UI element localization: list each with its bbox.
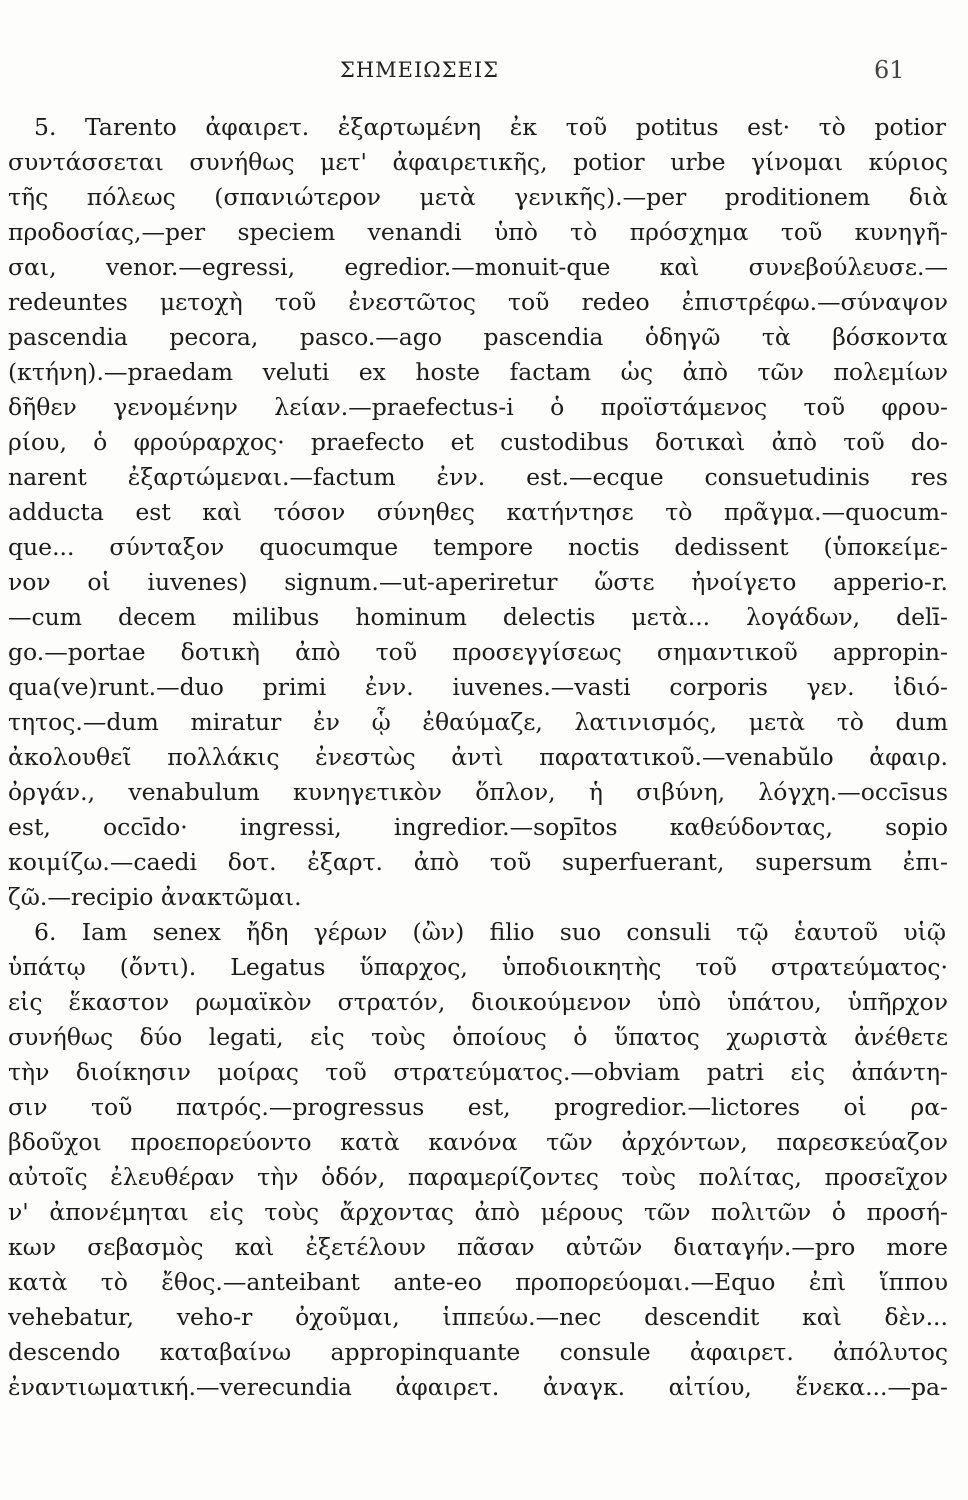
text-line: ν' ἀπονέμηται εἰς τοὺς ἄρχοντας ἀπὸ μέρους τῶν πολιτῶν ὁ προσή- — [8, 1198, 948, 1226]
text-line: εἰς ἕκαστον ρωμαϊκὸν στρατόν, διοικούμενον ὑπὸ ὑπάτου, ὑπῆρχον — [8, 988, 948, 1016]
text-line: κατὰ τὸ ἔθος.—anteibant ante-eo προπορεύομαι.—Equo ἐπὶ ἵππου — [8, 1268, 948, 1296]
text-line: αὐτοῖς ἐλευθέραν τὴν ὁδόν, παραμερίζοντες τοὺς πολίτας, προσεῖχον — [8, 1163, 948, 1191]
text-line: 6. Iam senex ἤδη γέρων (ὢν) filio suo consuli τῷ ἑαυτοῦ υἱῷ — [34, 918, 946, 946]
text-line: —cum decem milibus hominum delectis μετὰ... λογάδων, delī- — [8, 603, 948, 631]
text-line: προδοσίας,—per speciem venandi ὑπὸ τὸ πρόσχημα τοῦ κυνηγῆ- — [8, 218, 948, 246]
text-line: σιν τοῦ πατρός.—progressus est, progredior.—lictores οἱ ρα- — [8, 1093, 948, 1121]
running-head — [0, 52, 968, 88]
text-line: est, occīdo· ingressi, ingredior.—sopītos καθεύδοντας, sopio — [8, 813, 948, 841]
text-line: συνήθως δύο legati, εἰς τοὺς ὁποίους ὁ ὕπατος χωριστὰ ἀνέθετε — [8, 1023, 948, 1051]
text-line: νον οἱ iuvenes) signum.—ut-aperiretur ὥστε ἠνοίγετο apperio-r. — [8, 568, 948, 596]
text-line: redeuntes μετοχὴ τοῦ ἐνεστῶτος τοῦ redeo ἐπιστρέφω.—σύναψον — [8, 288, 948, 316]
text-line: ἐναντιωματική.—verecundia ἀφαιρετ. ἀναγκ. αἰτίου, ἕνεκα...—pa- — [8, 1373, 948, 1401]
page-number: 61 — [874, 56, 905, 84]
text-line: τὴν διοίκησιν μοίρας τοῦ στρατεύματος.—obviam patri εἰς ἀπάντη- — [8, 1058, 948, 1086]
text-line: descendo καταβαίνω appropinquante consule ἀφαιρετ. ἀπόλυτος — [8, 1338, 948, 1366]
text-line: pascendia pecora, pasco.—ago pascendia ὁδηγῶ τὰ βόσκοντα — [8, 323, 948, 351]
text-line: ὑπάτῳ (ὄντι). Legatus ὕπαρχος, ὑποδιοικητὴς τοῦ στρατεύματος· — [8, 953, 948, 981]
text-line: (κτήνη).—praedam veluti ex hoste factam ὡς ἀπὸ τῶν πολεμίων — [8, 358, 948, 386]
text-line: συντάσσεται συνήθως μετ' ἀφαιρετικῆς, potior urbe γίνομαι κύριος — [8, 148, 948, 176]
text-line: τῆς πόλεως (σπανιώτερον μετὰ γενικῆς).—per proditionem διὰ — [8, 183, 948, 211]
running-title: ΣΗΜΕΙΩΣΕΙΣ — [340, 58, 500, 82]
text-line: βδοῦχοι προεπορεύοντο κατὰ κανόνα τῶν ἀρχόντων, παρεσκεύαζον — [8, 1128, 948, 1156]
text-line: σαι, venor.—egressi, egredior.—monuit-que καὶ συνεβούλευσε.— — [8, 253, 948, 281]
text-line: δῆθεν γενομένην λείαν.—praefectus-i ὁ προϊστάμενος τοῦ φρου- — [8, 393, 948, 421]
text-line: vehebatur, veho-r ὀχοῦμαι, ἱππεύω.—nec descendit καὶ δὲν... — [8, 1303, 948, 1331]
text-line: adducta est καὶ τόσον σύνηθες κατήντησε τὸ πρᾶγμα.—quocum- — [8, 498, 948, 526]
text-line: ἀκολουθεῖ πολλάκις ἐνεστὼς ἀντὶ παρατατικοῦ.—venabŭlo ἀφαιρ. — [8, 743, 948, 771]
text-line: narent ἐξαρτώμεναι.—factum ἐνν. est.—ecque consuetudinis res — [8, 463, 948, 491]
text-line: go.—portae δοτικὴ ἀπὸ τοῦ προσεγγίσεως σημαντικοῦ appropin- — [8, 638, 948, 666]
text-line: qua(ve)runt.—duo primi ἐνν. iuvenes.—vasti corporis γεν. ἰδιό- — [8, 673, 948, 701]
text-line: κων σεβασμὸς καὶ ἐξετέλουν πᾶσαν αὐτῶν διαταγήν.—pro more — [8, 1233, 948, 1261]
text-line: 5. Tarento ἀφαιρετ. ἐξαρτωμένη ἐκ τοῦ potitus est· τὸ potior — [34, 113, 946, 141]
text-line: ζῶ.—recipio ἀνακτῶμαι. — [8, 883, 302, 911]
text-line: κοιμίζω.—caedi δοτ. ἐξαρτ. ἀπὸ τοῦ superfuerant, supersum ἐπι- — [8, 848, 948, 876]
text-line: ρίου, ὁ φρούραρχος· praefecto et custodibus δοτικαὶ ἀπὸ τοῦ do- — [8, 428, 948, 456]
text-line: que... σύνταξον quocumque tempore noctis dedissent (ὑποκείμε- — [8, 533, 948, 561]
text-line: τητος.—dum miratur ἐν ᾧ ἐθαύμαζε, λατινισμός, μετὰ τὸ dum — [8, 708, 948, 736]
text-line: ὀργάν., venabulum κυνηγετικὸν ὅπλον, ἡ σιβύνη, λόγχη.—occīsus — [8, 778, 948, 806]
